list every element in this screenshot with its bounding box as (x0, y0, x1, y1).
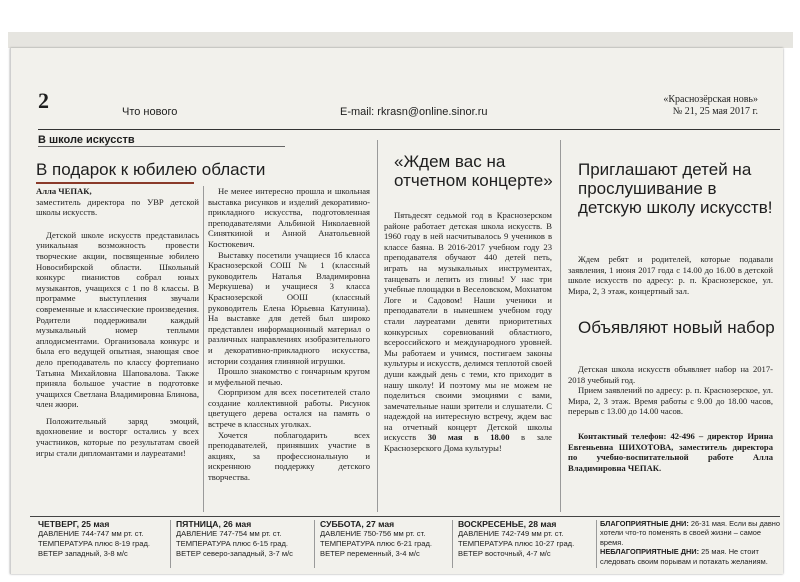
weather-day: СУББОТА, 27 мая (320, 519, 395, 529)
weather-thursday (38, 519, 168, 559)
weather-divider-4 (596, 520, 597, 568)
column-divider-2 (377, 140, 378, 512)
weather-saturday (320, 519, 448, 559)
article1-paragraph-1: Детской школе искусств представилась уникальная возможность провести творческие акции, посвященные юбилею Новосибирской области. Школьный конкурс пианистов собрал юных музыкантов, учащихся с 1 по 8 классы. В программе выступления звучали современные и классические произведения. Родители поддерживали каждый музыкальный номер теплыми аплодисментами. Организовала конкурс и была его ведущей опытная, знающая свое дело преподаватель по классу фортепиано Татьяна Михайловна Шаповалова. Также приняла большое участие в подготовке учащихся Светлана Владимировна Блинова, член жюри. (36, 229, 199, 410)
rubric-label: В школе искусств (38, 134, 285, 147)
weather-temp: ТЕМПЕРАТУРА плюс 8-19 град. (38, 539, 150, 548)
paper-info (663, 94, 758, 118)
article4-column (568, 364, 773, 473)
article4-paragraph-2: Прием заявлений по адресу: р. п. Краснозерское, ул. Мира, 2, 3 этаж. Время работы с 9.00 до 18.00 часов, перерыв с 13.00 до 14.00 часов. (568, 385, 773, 417)
weather-wind: ВЕТЕР северо-западный, 3-7 м/с (176, 549, 293, 558)
weather-day: ЧЕТВЕРГ, 25 мая (38, 519, 110, 529)
article1-paragraph-4: Выставку посетили учащиеся 1б класса Краснозерской СОШ № 1 (классный руководитель Наталья Владимировна Меркушева) и учащиеся 3 класса Краснозерской ООШ (классный руководитель Елена Юрьевна Катунина). На выставке для детей был широко представлен информационный материал о различных направлениях изобразительного и декоративно-прикладного искусства, истории создания глиняной игрушки. (208, 249, 370, 366)
article2-title: «Ждем вас на отчетном концерте» (394, 152, 553, 190)
article1-paragraph-2: Положительный заряд эмоций, вдохновение и восторг остались у всех участников, которые по результатам своей игры стали дипломантами и лауреатами! (36, 415, 199, 458)
title-underline (36, 182, 194, 184)
article3-title: Приглашают детей на прослушивание в детскую школу искусств! (578, 160, 773, 217)
column-divider-3 (560, 140, 561, 512)
article1-paragraph-7: Хочется поблагодарить всех преподавателей, принявших участие в акциях, за профессиональную и искреннюю поддержку детского творчества. (208, 429, 370, 483)
weather-pressure: ДАВЛЕНИЕ 744-747 мм рт. ст. (38, 529, 144, 538)
weather-wind: ВЕТЕР переменный, 3-4 м/с (320, 549, 420, 558)
weather-divider-1 (170, 520, 171, 568)
header-divider (38, 129, 780, 130)
weather-divider (30, 516, 780, 517)
weather-temp: ТЕМПЕРАТУРА плюс 6-21 град. (320, 539, 432, 548)
weather-divider-3 (452, 520, 453, 568)
section-name: Что нового (122, 106, 178, 118)
weather-day: ПЯТНИЦА, 26 мая (176, 519, 252, 529)
article3-paragraph: Ждем ребят и родителей, которые подавали заявления, 1 июня 2017 года с 14.00 до 16.00 в детской школе искусств по адресу: р. п. Краснозерское, ул. Мира, 2, 3 этаж, концертный зал. (568, 254, 773, 296)
article1-title-block (36, 160, 265, 179)
weather-temp: ТЕМПЕРАТУРА плюс 10-27 град. (458, 539, 575, 548)
weather-temp: ТЕМПЕРАТУРА плюс 6-15 град. (176, 539, 288, 548)
weather-pressure: ДАВЛЕНИЕ 750-756 мм рт. ст. (320, 529, 426, 538)
weather-friday (176, 519, 312, 559)
paper-name: «Краснозёрская новь» (663, 94, 758, 105)
weather-wind: ВЕТЕР западный, 3-8 м/с (38, 549, 128, 558)
article2-paragraph (384, 210, 552, 454)
page-header (38, 88, 780, 128)
page-edge-strip (8, 32, 793, 48)
column-divider-1 (203, 186, 204, 512)
article1-column-1 (36, 186, 199, 458)
article2-column (384, 210, 552, 454)
article1-author: Алла ЧЕПАК, (36, 186, 92, 196)
article1-author-role: заместитель директора по УВР детской школы искусств. (36, 196, 199, 218)
article4-paragraph-1: Детская школа искусств объявляет набор на 2017-2018 учебный год. (568, 364, 773, 385)
article1-paragraph-3: Не менее интересно прошла и школьная выставка рисунков и изделий декоративно-прикладного искусства, подготовленная преподавателями Альбиной Николаевной Синяткиной и Анной Анатольевной Костюкевич. (208, 186, 370, 249)
weather-pressure: ДАВЛЕНИЕ 747-754 мм рт. ст. (176, 529, 282, 538)
article4-contact: Контактный телефон: 42-496 – директор Ирина Евгеньевна ШИХОТОВА, заместитель директора по учебно-воспитательной работе Алла Владимировна ЧЕПАК. (568, 430, 773, 473)
page-number: 2 (38, 88, 49, 113)
article2-text-end: в зале Краснозерского Дома культуры! (384, 432, 552, 454)
weather-day: ВОСКРЕСЕНЬЕ, 28 мая (458, 519, 557, 529)
favorable-text: 26-31 мая. Если вы давно хотели что-то поменять в своей жизни – самое время. (600, 519, 780, 547)
weather-divider-2 (314, 520, 315, 568)
weather-pressure: ДАВЛЕНИЕ 742-749 мм рт. ст. (458, 529, 564, 538)
article1-column-2 (208, 186, 370, 483)
issue-info: № 21, 25 мая 2017 г. (672, 106, 758, 117)
favorable-days (600, 519, 780, 566)
article1-title: В подарок к юбилею области (36, 160, 266, 179)
unfavorable-text: 25 мая. Не стоит следовать своим порывам и потакать желаниям. (600, 547, 768, 566)
article2-concert-time: 30 мая в 18.00 (427, 432, 510, 443)
favorable-label: БЛАГОПРИЯТНЫЕ ДНИ: (600, 519, 689, 528)
article4-title: Объявляют новый набор (578, 318, 775, 337)
weather-wind: ВЕТЕР восточный, 4-7 м/с (458, 549, 551, 558)
unfavorable-label: НЕБЛАГОПРИЯТНЫЕ ДНИ: (600, 547, 700, 557)
article1-paragraph-5: Прошло знакомство с гончарным кругом и муфельной печью. (208, 366, 370, 387)
article2-text: Пятьдесят седьмой год в Краснозерском районе работает детская школа искусств. В 1960 году в ней насчитывалось 9 учеников в классе баяна. В 2016-2017 учебном году 23 преподавателя обучают 440 детей петь, играть на музыкальных инструментах, танцевать и лепить из глины! У нас три учебные площадки в Веселовском, Мохнатом Логе и Садовом! Наши ученики и преподаватели в нынешнем учебном году стали лауреатами девяти приоритетных конкурсных соревнований областного, всероссийского и международного уровней. Мы работаем и учимся, постигаем законы культуры и искусств, делимся теплотой своей души каждый день с теми, кто приходит в нашу школу! И поэтому мы не можем не поделиться своими эмоциями с вами, замечательные наши зрители и слушатели. С надеждой на интересную встречу, ждем вас на отчетный концерт Детской школы искусств (384, 210, 552, 443)
article3-column (568, 254, 773, 296)
weather-sunday (458, 519, 592, 559)
email-address: E-mail: rkrasn@online.sinor.ru (340, 106, 488, 118)
article1-paragraph-6: Сюрпризом для всех посетителей стало создание коллективной работы. Рисунок цветущего дерева остался на память о встрече в классных уголках. (208, 387, 370, 430)
